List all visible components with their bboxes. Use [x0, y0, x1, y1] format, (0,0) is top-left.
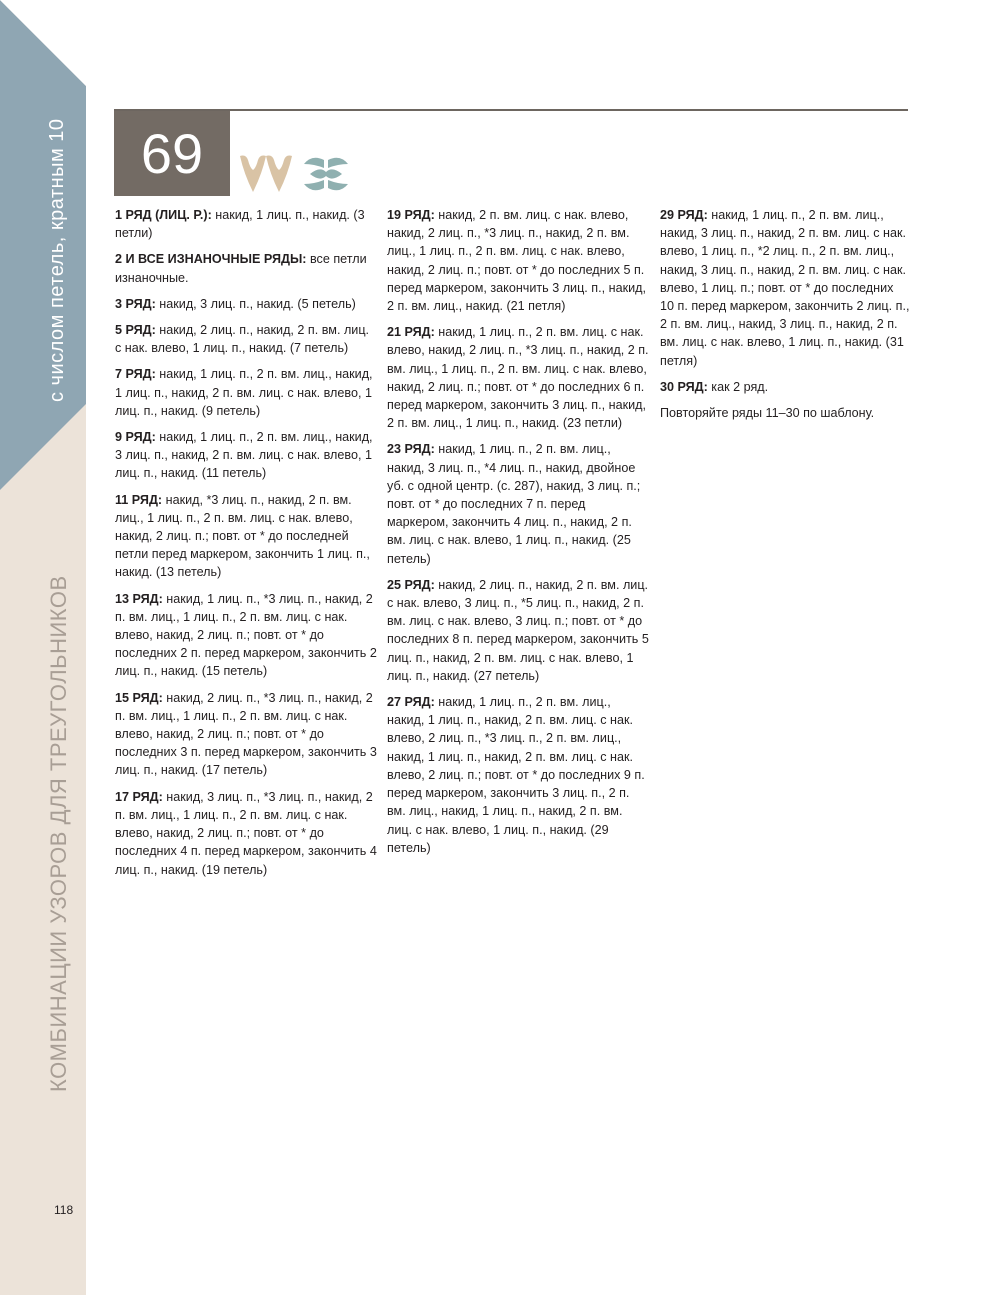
row-text: накид, 1 лиц. п., 2 п. вм. лиц., накид, 1 лиц. п., накид, 2 п. вм. лиц. с нак. влево, 1 лиц. п., накид. (9 петель)	[115, 367, 373, 418]
side-blue-triangle	[0, 0, 86, 490]
row-text: накид, 2 лиц. п., накид, 2 п. вм. лиц. с нак. влево, 3 лиц. п., *5 лиц. п., накид, 2 п. вм. лиц. с нак. влево, 3 лиц. п.; повт. от * до последних 8 п. перед маркером, закончить 5 лиц. п., накид, 2 п. вм. лиц. с нак. влево, 1 лиц. п., накид. (27 петель)	[387, 577, 649, 683]
row-label: 23 РЯД:	[387, 442, 435, 457]
knit-stitch-icon	[240, 154, 292, 194]
section-title: КОМБИНАЦИИ УЗОРОВ ДЛЯ ТРЕУГОЛЬНИКОВ	[46, 575, 71, 1092]
instruction-row	[660, 404, 910, 422]
instruction-row	[115, 206, 377, 242]
instruction-row	[387, 576, 649, 685]
section-subtitle: с числом петель, кратным 10	[46, 118, 68, 402]
row-text: накид, 1 лиц. п., накид. (3 петли)	[115, 208, 365, 241]
row-text: накид, 1 лиц. п., 2 п. вм. лиц. с нак. влево, накид, 2 лиц. п., *3 лиц. п., накид, 2 п. вм. лиц., 1 лиц. п., 2 п. вм. лиц. с нак. влево, накид, 2 лиц. п.; повт. от * до последних 6 п. перед маркером, закончить 3 лиц. п., накид, 2 п. вм. лиц., 1 лиц. п., накид. (23 петли)	[387, 325, 649, 431]
instruction-row	[387, 323, 649, 432]
instruction-row	[115, 250, 377, 286]
row-label: 25 РЯД:	[387, 577, 435, 592]
row-text: накид, 1 лиц. п., 2 п. вм. лиц., накид, 3 лиц. п., накид, 2 п. вм. лиц. с нак. влево, 1 лиц. п., *2 лиц. п., 2 п. вм. лиц., накид, 3 лиц. п., накид, 2 п. вм. лиц. с нак. влево, 1 лиц. п.; повт. от * до последних 10 п. перед маркером, закончить 2 лиц. п., 2 п. вм. лиц., накид, 3 лиц. п., накид, 2 п. вм. лиц. с нак. влево, 1 лиц. п., накид. (31 петля)	[660, 208, 910, 368]
instructions-column-2	[387, 206, 649, 865]
row-label: 3 РЯД:	[115, 296, 156, 311]
pattern-number: 69	[114, 111, 230, 196]
row-text: накид, 3 лиц. п., *3 лиц. п., накид, 2 п. вм. лиц., 1 лиц. п., 2 п. вм. лиц. с нак. влево, накид, 2 лиц. п.; повт. от * до последних 4 п. перед маркером, закончить 4 лиц. п., накид. (19 петель)	[115, 789, 377, 877]
row-label: 29 РЯД:	[660, 208, 708, 222]
instruction-row	[115, 321, 377, 357]
instructions-column-3	[660, 206, 910, 430]
instructions-column-1	[115, 206, 377, 887]
instruction-row	[660, 378, 910, 396]
row-text: накид, 2 лиц. п., накид, 2 п. вм. лиц. с нак. влево, 1 лиц. п., накид. (7 петель)	[115, 323, 370, 356]
instruction-row	[115, 491, 377, 582]
instruction-row	[115, 295, 377, 313]
instruction-row	[115, 788, 377, 879]
row-label: 2 И ВСЕ ИЗНАНОЧНЫЕ РЯДЫ:	[115, 252, 307, 267]
row-label: 19 РЯД:	[387, 208, 435, 222]
instruction-row	[115, 428, 377, 483]
row-text: накид, 1 лиц. п., *3 лиц. п., накид, 2 п. вм. лиц., 1 лиц. п., 2 п. вм. лиц. с нак. влево, накид, 2 лиц. п.; повт. от * до последних 2 п. перед маркером, закончить 2 лиц. п., накид. (15 петель)	[115, 591, 377, 679]
row-label: 7 РЯД:	[115, 367, 156, 382]
instruction-row	[660, 206, 910, 370]
row-label: 11 РЯД:	[115, 492, 163, 507]
instruction-row	[115, 365, 377, 420]
row-text: все петли изнаночные.	[115, 252, 367, 285]
row-label: 30 РЯД:	[660, 379, 708, 394]
row-label: 13 РЯД:	[115, 591, 163, 606]
row-label: 27 РЯД:	[387, 695, 435, 710]
instruction-row	[115, 689, 377, 780]
row-text: накид, 2 п. вм. лиц. с нак. влево, накид, 2 лиц. п., *3 лиц. п., накид, 2 п. вм. лиц., 1 лиц. п., 2 п. вм. лиц. с нак. влево, накид, 2 лиц. п.; повт. от * до последних 5 п. перед маркером, закончить 3 лиц. п., накид, 2 п. вм. лиц., накид. (21 петля)	[387, 208, 646, 314]
instruction-row	[387, 206, 649, 315]
row-label: 21 РЯД:	[387, 325, 435, 340]
instruction-row	[387, 693, 649, 857]
instruction-row	[115, 590, 377, 681]
row-label: 15 РЯД:	[115, 690, 163, 705]
purl-stitch-icon	[302, 154, 350, 194]
row-text: как 2 ряд.	[707, 379, 769, 394]
instruction-row	[387, 440, 649, 567]
row-label: 9 РЯД:	[115, 430, 156, 445]
row-text: накид, 1 лиц. п., 2 п. вм. лиц., накид, 1 лиц. п., накид, 2 п. вм. лиц. с нак. влево, 2 лиц. п., *3 лиц. п., 2 п. вм. лиц., накид, 1 лиц. п., накид, 2 п. вм. лиц. с нак. влево, 2 лиц. п.; повт. от * до последних 9 п. перед маркером, закончить 3 лиц. п., 2 п. вм. лиц., накид, 1 лиц. п., накид, 2 п. вм. лиц. с нак. влево, 1 лиц. п., накид. (29 петель)	[387, 695, 645, 855]
row-text: накид, 1 лиц. п., 2 п. вм. лиц., накид, 3 лиц. п., накид, 2 п. вм. лиц. с нак. влево, 1 лиц. п., накид. (11 петель)	[115, 430, 373, 481]
row-text: накид, 2 лиц. п., *3 лиц. п., накид, 2 п. вм. лиц., 1 лиц. п., 2 п. вм. лиц. с нак. влево, накид, 2 лиц. п.; повт. от * до последних 3 п. перед маркером, закончить 3 лиц. п., накид. (17 петель)	[115, 690, 377, 778]
row-label: 5 РЯД:	[115, 323, 156, 338]
row-text: накид, *3 лиц. п., накид, 2 п. вм. лиц., 1 лиц. п., 2 п. вм. лиц. с нак. влево, накид, 2 лиц. п.; повт. от * до последней петли перед маркером, закончить 1 лиц. п., накид. (13 петель)	[115, 492, 370, 580]
row-text: накид, 1 лиц. п., 2 п. вм. лиц., накид, 3 лиц. п., *4 лиц. п., накид, двойное уб. с одной центр. (с. 287), накид, 3 лиц. п.; повт. от * до последних 7 п. перед маркером, закончить 4 лиц. п., накид, 2 п. вм. лиц. с нак. влево, 1 лиц. п., накид. (25 петель)	[387, 442, 641, 566]
row-label: 17 РЯД:	[115, 789, 163, 804]
header-rule	[114, 109, 908, 111]
row-text: накид, 3 лиц. п., накид. (5 петель)	[155, 296, 356, 311]
row-text: Повторяйте ряды 11–30 по шаблону.	[660, 406, 875, 421]
row-label: 1 РЯД (ЛИЦ. Р.):	[115, 208, 212, 222]
page-number: 118	[54, 1203, 74, 1217]
